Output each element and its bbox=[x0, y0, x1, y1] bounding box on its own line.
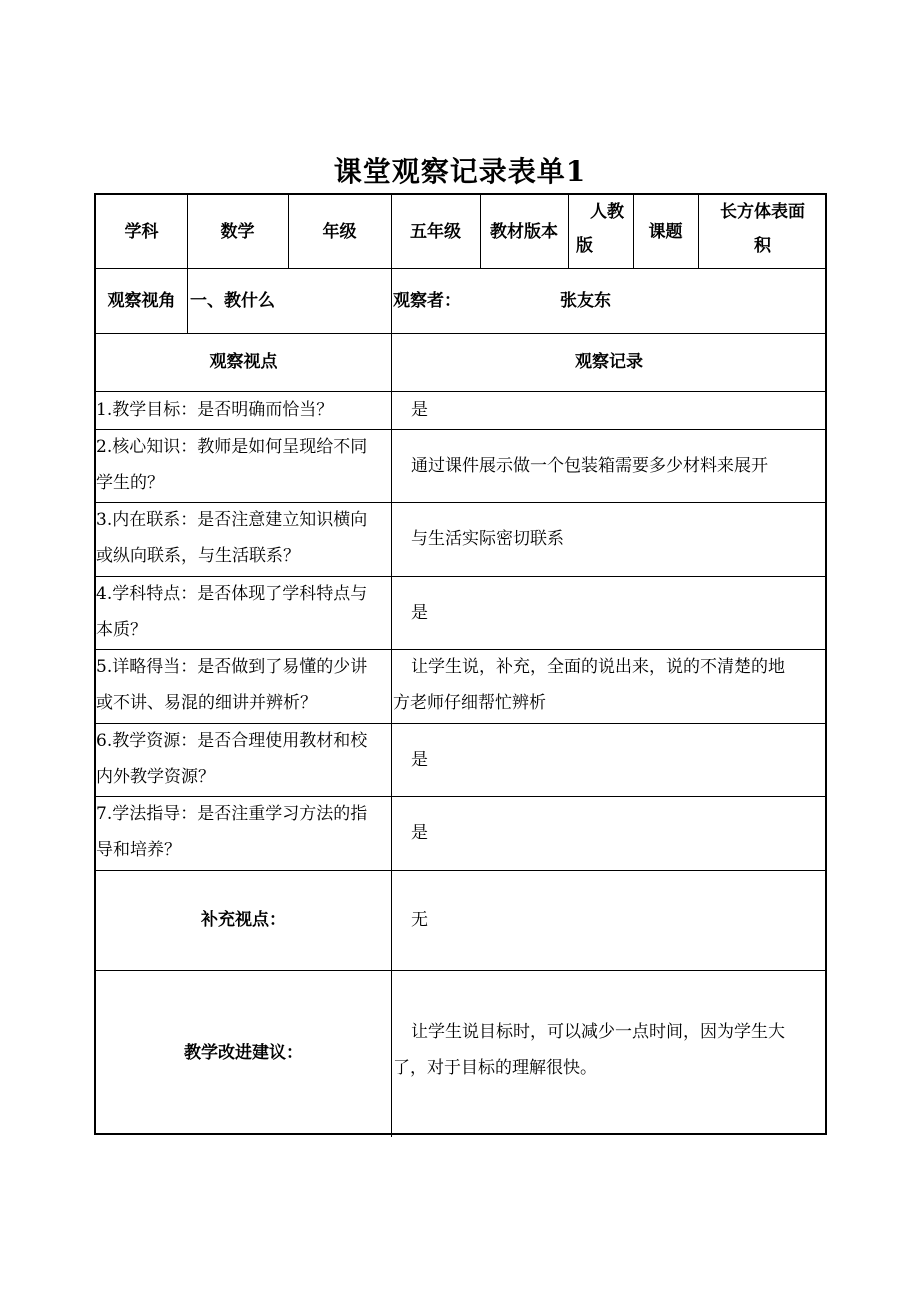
viewpoint-line: 3.内在联系：是否注意建立知识横向 bbox=[96, 510, 368, 530]
page-title: 课堂观察记录表单1 bbox=[333, 155, 587, 188]
col-divider bbox=[391, 268, 392, 1137]
viewpoint-line: 6.教学资源：是否合理使用教材和校 bbox=[96, 731, 368, 751]
viewpoint-line: 7.学法指导：是否注重学习方法的指 bbox=[96, 804, 368, 824]
record-cell: 是 bbox=[411, 823, 428, 843]
edition-value-line: 人教 bbox=[590, 202, 624, 222]
viewpoint-cell bbox=[96, 649, 391, 723]
record-cell bbox=[393, 649, 827, 723]
edition-value bbox=[568, 195, 633, 268]
grade-value: 五年级 bbox=[410, 221, 461, 242]
record-cell: 与生活实际密切联系 bbox=[411, 529, 564, 549]
viewpoint-cell bbox=[96, 796, 391, 870]
supplement-label: 补充视点： bbox=[201, 910, 286, 930]
observe-angle-label: 观察视角 bbox=[107, 290, 176, 311]
record-cell: 是 bbox=[411, 400, 428, 420]
improve-line: 了，对于目标的理解很快。 bbox=[393, 1058, 597, 1078]
viewpoint-cell bbox=[96, 576, 391, 649]
viewpoint-line: 导和培养？ bbox=[96, 840, 181, 860]
observe-angle-value: 一、教什么 bbox=[190, 290, 275, 311]
viewpoint-line: 或纵向联系，与生活联系？ bbox=[96, 546, 300, 566]
viewpoint-cell bbox=[96, 723, 391, 796]
record-line: 方老师仔细帮忙辨析 bbox=[393, 693, 546, 713]
observer-label: 观察者： bbox=[393, 290, 461, 311]
improve-label: 教学改进建议： bbox=[184, 1042, 303, 1063]
topic-value bbox=[698, 195, 827, 268]
observation-table bbox=[94, 193, 827, 1135]
grade-label: 年级 bbox=[322, 221, 357, 242]
topic-value-line: 积 bbox=[754, 236, 771, 256]
viewpoint-header: 观察视点 bbox=[209, 352, 278, 372]
viewpoint-line: 内外教学资源？ bbox=[96, 767, 215, 787]
viewpoint-line: 4.学科特点：是否体现了学科特点与 bbox=[96, 584, 368, 604]
viewpoint-cell bbox=[96, 502, 391, 576]
subject-value: 数学 bbox=[220, 221, 255, 242]
topic-value-line: 长方体表面 bbox=[720, 202, 805, 222]
edition-value-line: 版 bbox=[576, 236, 593, 256]
edition-label: 教材版本 bbox=[490, 221, 558, 242]
viewpoint-cell bbox=[96, 429, 391, 502]
topic-label: 课题 bbox=[648, 221, 683, 242]
record-line: 让学生说，补充，全面的说出来，说的不清楚的地 bbox=[411, 657, 785, 677]
col-divider bbox=[187, 268, 188, 333]
improve-value bbox=[393, 970, 827, 1135]
record-cell: 是 bbox=[411, 749, 428, 770]
viewpoint-line: 本质？ bbox=[96, 620, 147, 640]
viewpoint-line: 5.详略得当：是否做到了易懂的少讲 bbox=[96, 657, 368, 677]
observer-name: 张友东 bbox=[560, 290, 611, 311]
supplement-value: 无 bbox=[411, 910, 428, 930]
record-cell: 通过课件展示做一个包装箱需要多少材料来展开 bbox=[411, 455, 768, 476]
viewpoint-cell: 1.教学目标：是否明确而恰当？ bbox=[96, 400, 334, 420]
improve-line: 让学生说目标时，可以减少一点时间，因为学生大 bbox=[411, 1022, 785, 1042]
record-cell: 是 bbox=[411, 602, 428, 623]
subject-label: 学科 bbox=[124, 221, 159, 242]
viewpoint-line: 2.核心知识：教师是如何呈现给不同 bbox=[96, 437, 368, 457]
viewpoint-line: 学生的？ bbox=[96, 473, 164, 493]
viewpoint-line: 或不讲、易混的细讲并辨析？ bbox=[96, 693, 317, 713]
record-header: 观察记录 bbox=[575, 352, 643, 372]
